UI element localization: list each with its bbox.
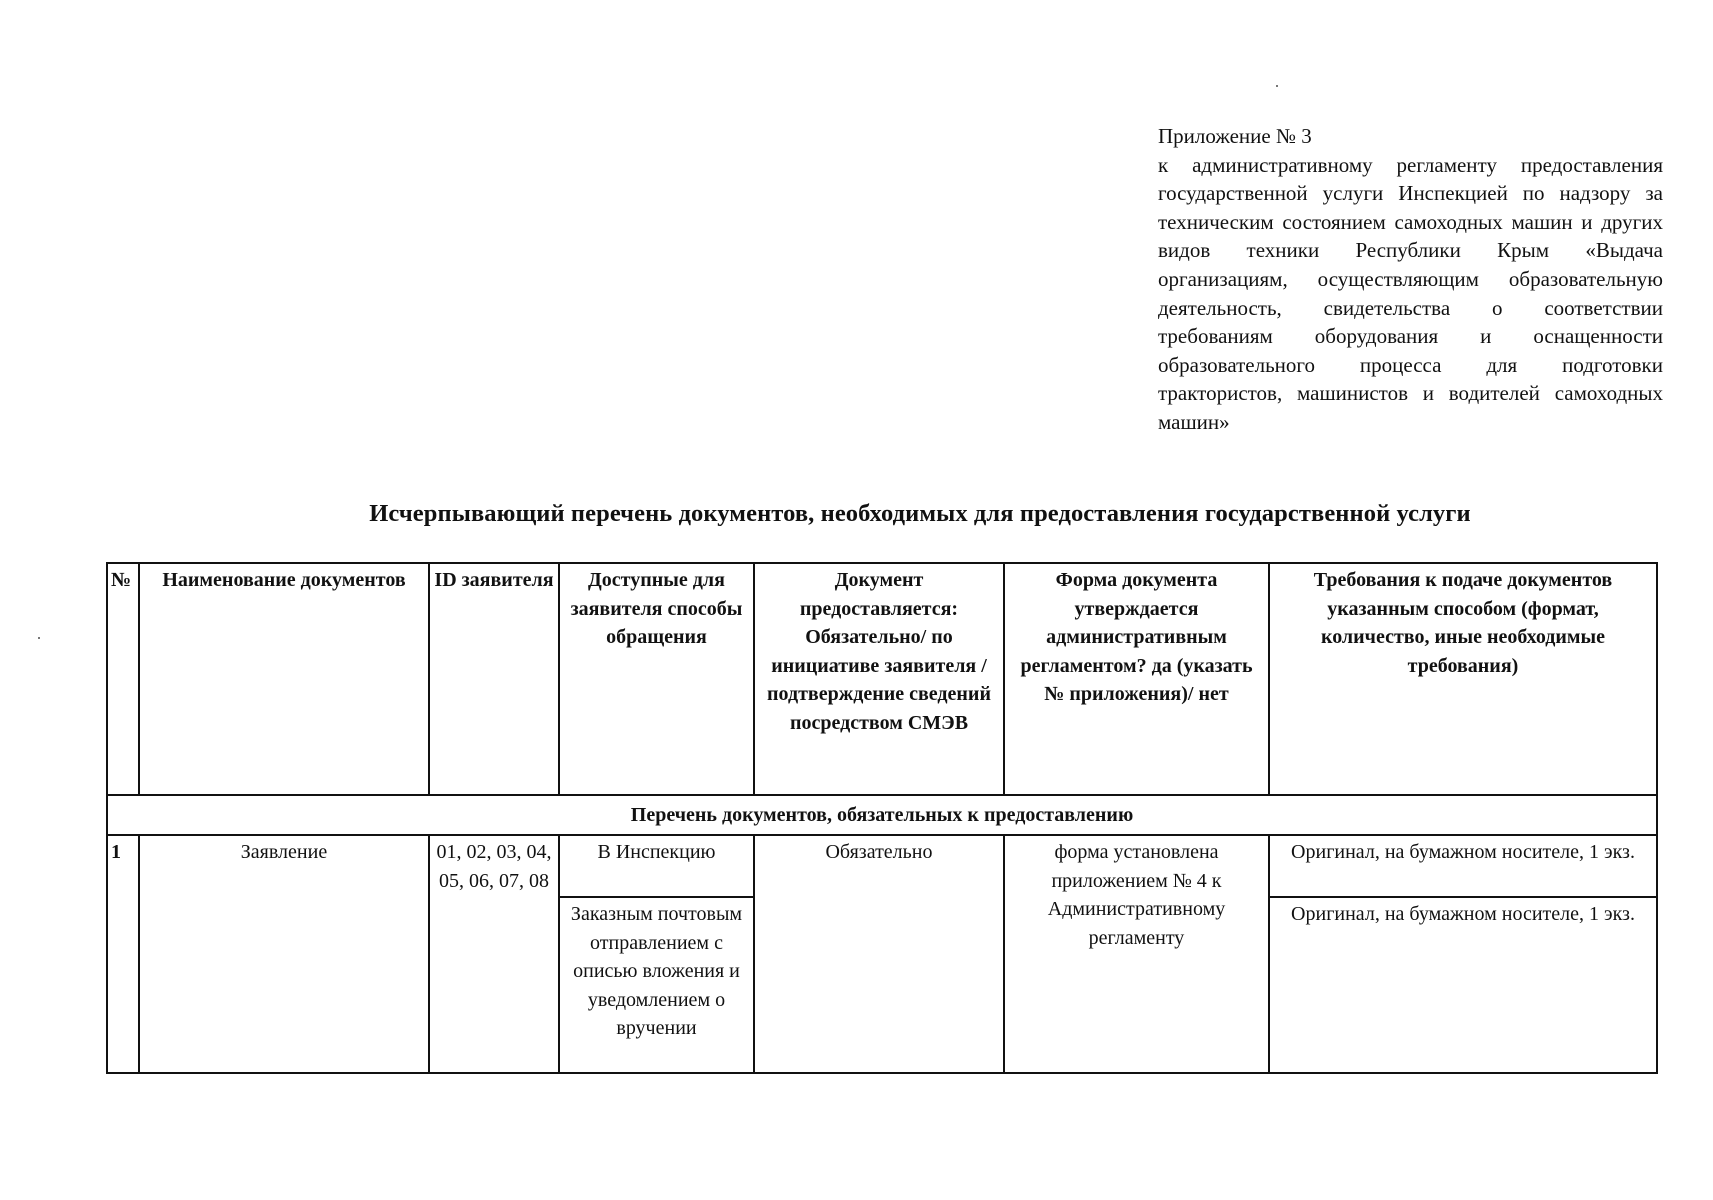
appendix-text: к административному регламенту предоставления государственной услуги Инспекцией по надзору за техническим состоянием самоходных машин и других видов техники Республики Крым «Выдача организациям, осуществляющим образовательную деятельность, свидетельства о соответствии требованиям оборудования и оснащенности образовательного процесса для подготовки трактористов, машинистов и водителей самоходных машин» (1158, 152, 1663, 434)
table-row (107, 835, 1657, 897)
row-num: 1 (107, 835, 139, 1073)
section-title: Перечень документов, обязательных к предоставлению (107, 795, 1657, 835)
document-title: Исчерпывающий перечень документов, необходимых для предоставления государственной услуги (369, 500, 1471, 527)
row-provided: Обязательно (754, 835, 1004, 1073)
row-method-2: Заказным почтовым отправлением с описью вложения и уведомлением о вручении (559, 897, 754, 1073)
header-num: № (107, 563, 139, 795)
scan-speck (38, 637, 40, 639)
appendix-title: Приложение № 3 (1158, 124, 1312, 148)
header-form: Форма документа утверждается административным регламентом? да (указать № приложения)/ нет (1004, 563, 1269, 795)
header-requirements: Требования к подаче документов указанным способом (формат, количество, иные необходимые требования) (1269, 563, 1657, 795)
header-methods: Доступные для заявителя способы обращения (559, 563, 754, 795)
appendix-block (1158, 122, 1663, 437)
row-requirement-1: Оригинал, на бумажном носителе, 1 экз. (1269, 835, 1657, 897)
header-name: Наименование документов (139, 563, 429, 795)
section-row (107, 795, 1657, 835)
row-name: Заявление (139, 835, 429, 1073)
row-requirement-2: Оригинал, на бумажном носителе, 1 экз. (1269, 897, 1657, 1073)
row-ids: 01, 02, 03, 04, 05, 06, 07, 08 (429, 835, 559, 1073)
header-id: ID заявителя (429, 563, 559, 795)
row-method-1: В Инспекцию (559, 835, 754, 897)
table-header-row (107, 563, 1657, 795)
row-form: форма установлена приложением № 4 к Административному регламенту (1004, 835, 1269, 1073)
scan-speck (1276, 85, 1278, 87)
documents-table (106, 562, 1658, 1074)
header-provided: Документ предоставляется: Обязательно/ по инициативе заявителя /подтверждение сведений посредством СМЭВ (754, 563, 1004, 795)
